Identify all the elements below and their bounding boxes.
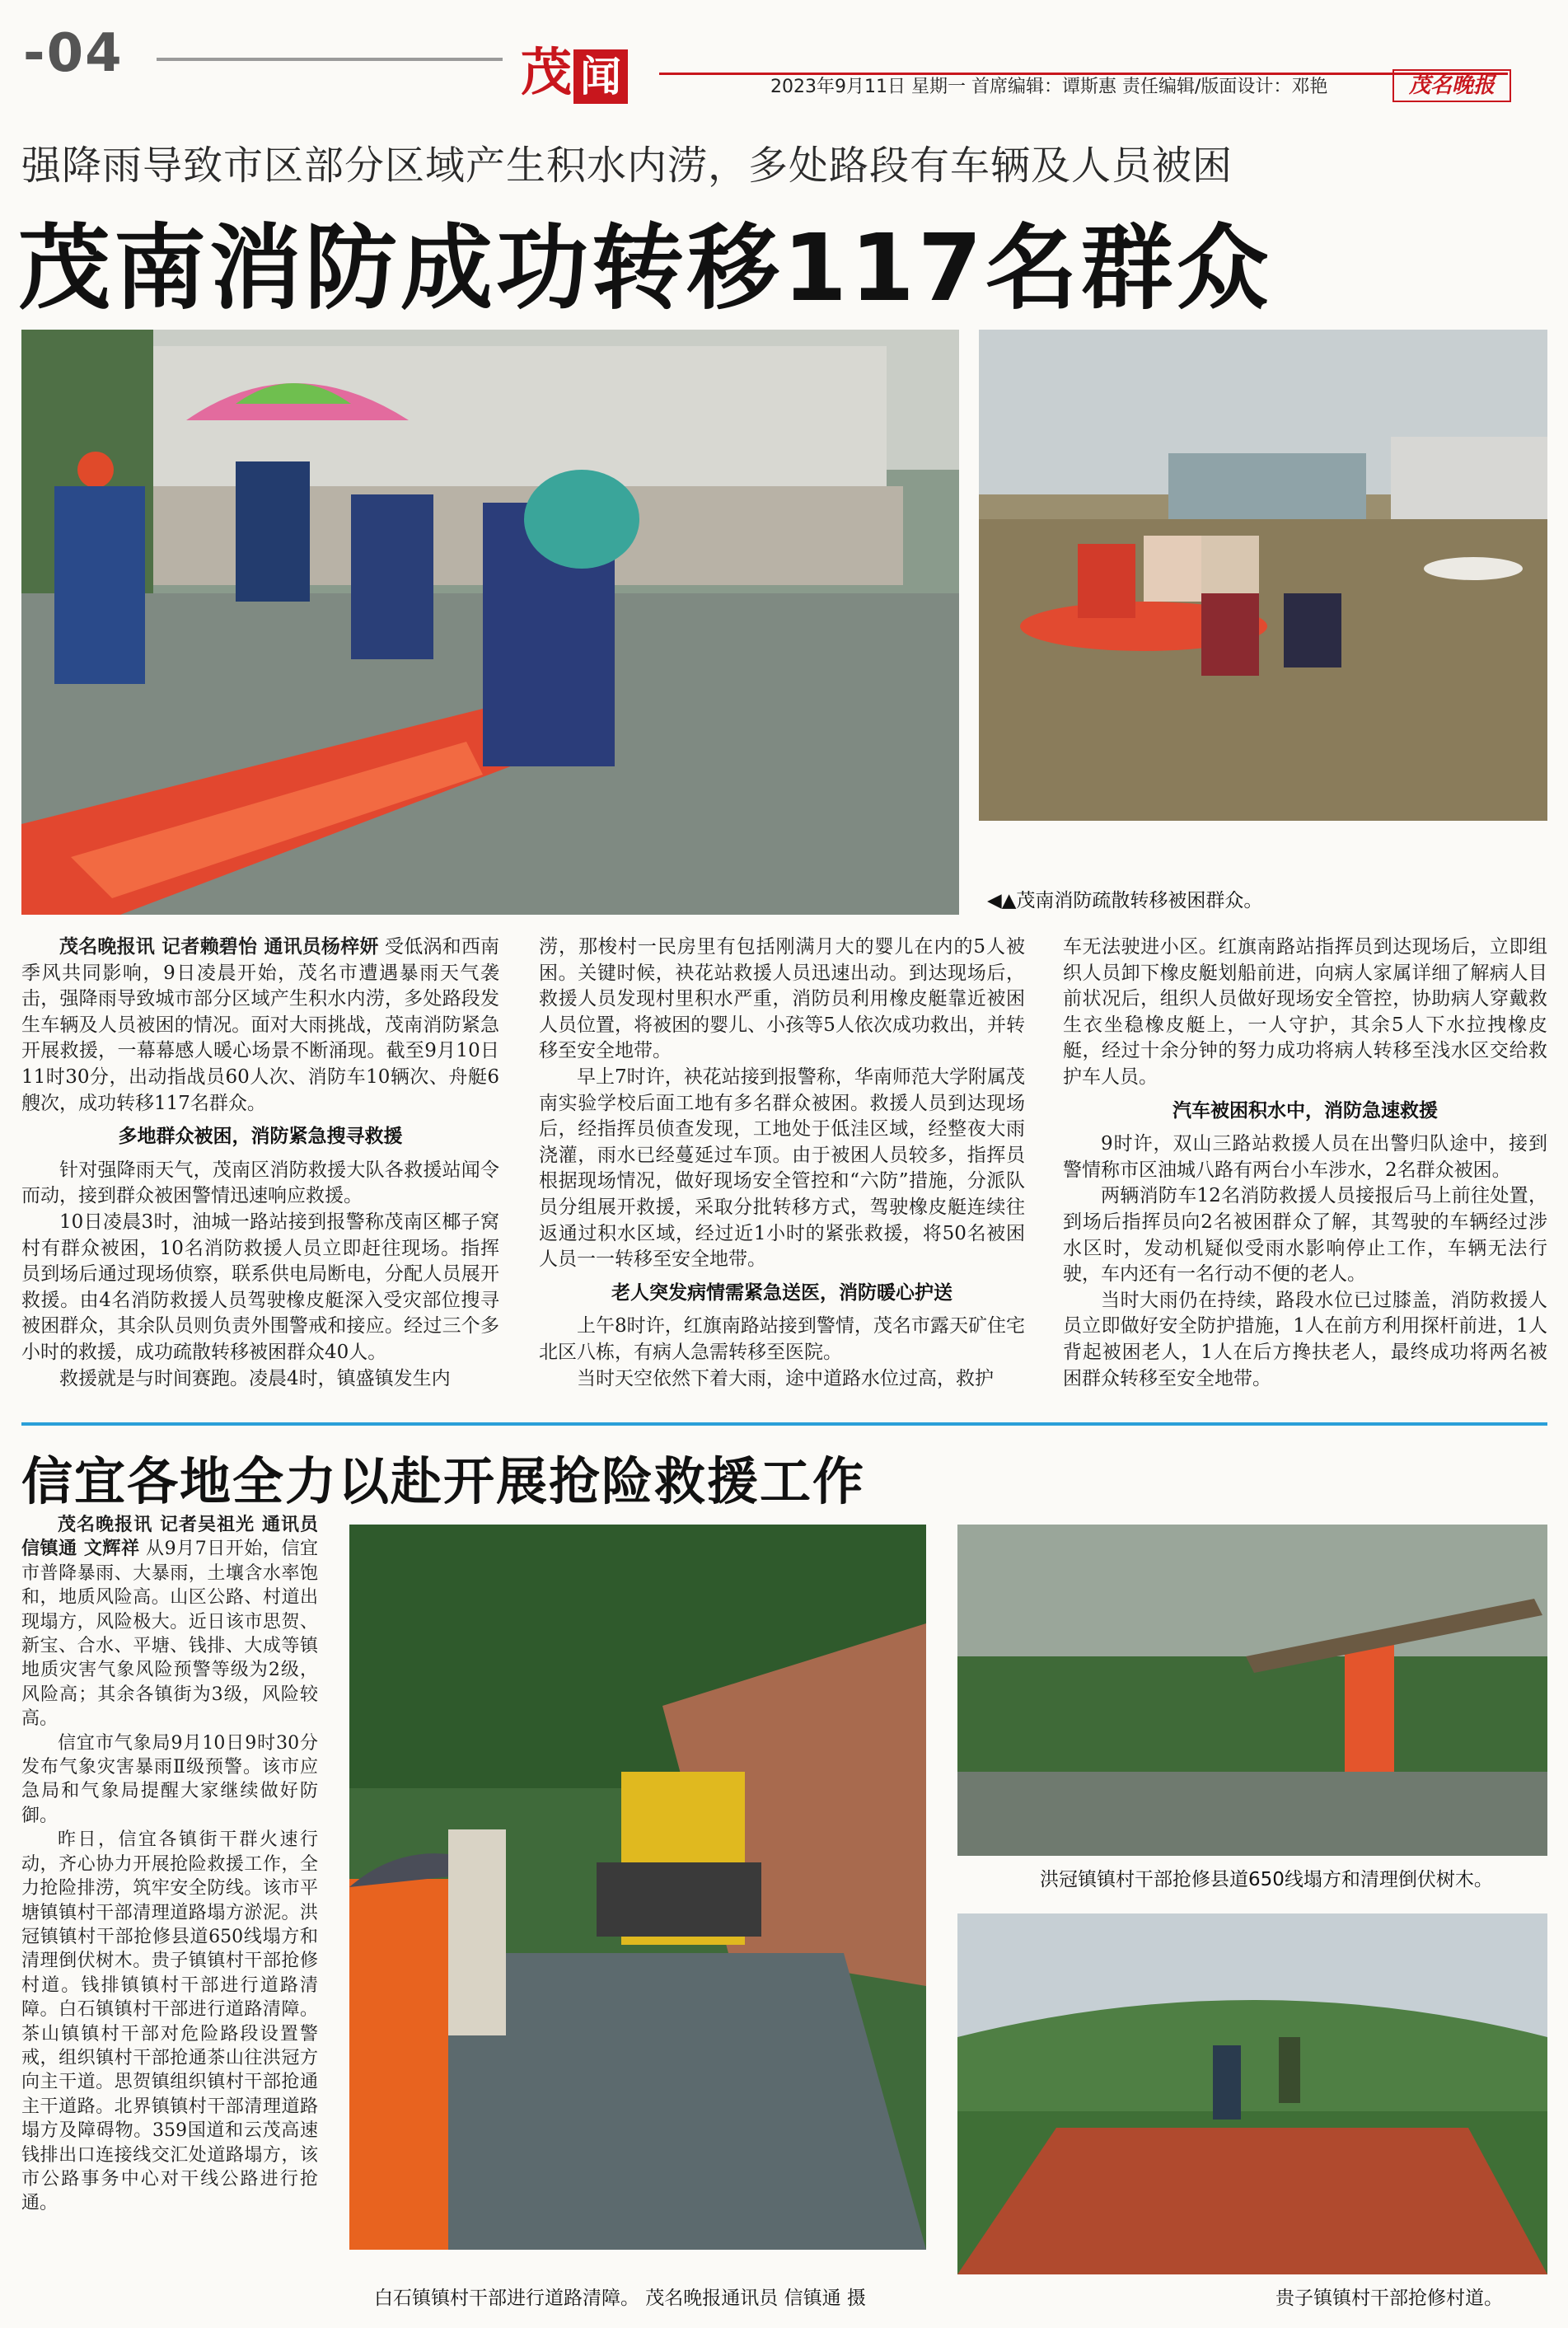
header-info-line: 2023年9月11日 星期一 首席编辑：谭斯惠 责任编辑/版面设计：邓艳	[770, 77, 1328, 97]
photo-road-clearing	[349, 1525, 926, 2250]
story1-column-2	[539, 934, 1025, 1392]
story1-col2-para2: 早上7时许，袂花站接到报警称，华南师范大学附属茂南实验学校后面工地有多名群众被困。救援人员到达现场后，经指挥员侦查发现，工地处于低洼区域，经整夜大雨浇灌，雨水已经蔓延过车顶。由于被困人员较多，指挥员根据现场情况，做好现场安全管控和“六防”措施，分派队员分组展开救援，采取分批转移方式，驾驶橡皮艇连续往返通过积水区域，经过近1小时的紧张救援，将50名被困人员一一转移至安全地带。	[539, 1066, 1025, 1271]
story1-kicker: 强降雨导致市区部分区域产生积水内涝，多处路段有车辆及人员被困	[21, 143, 1233, 189]
story2-headline: 信宜各地全力以赴开展抢险救援工作	[21, 1451, 866, 1511]
story1-subhead-3: 汽车被困积水中，消防急速救援	[1172, 1099, 1438, 1122]
photo-rescue-boat	[21, 330, 959, 915]
header-rule	[157, 58, 503, 61]
story1-col2-para1: 涝，那梭村一民房里有包括刚满月大的婴儿在内的5人被困。关键时候，袂花站救援人员迅速出动。到达现场后，救援人员发现村里积水严重，消防员利用橡皮艇靠近被困人员位置，将被困的婴儿、小孩等5人依次成功救出，并转移至安全地带。	[539, 936, 1025, 1062]
story2-para3: 昨日，信宜各镇街干群火速行动，齐心协力开展抢险救援工作，全力抢险排涝，筑牢安全防线。该市平塘镇镇村干部清理道路塌方淤泥。洪冠镇镇村干部抢修县道650线塌方和清理倒伏树木。贵子镇镇村干部抢修村道。钱排镇镇村干部进行道路清障。白石镇镇村干部进行道路清障。茶山镇镇村干部对危险路段设置警戒，组织镇村干部抢通茶山往洪冠方向主干道。思贺镇组织镇村干部抢通主干道路。北界镇镇村干部清理道路塌方及障碍物。359国道和云茂高速钱排出口连接线交汇处道路塌方，该市公路事务中心对干线公路进行抢通。	[21, 1829, 318, 2214]
story1-column-3	[1063, 934, 1547, 1392]
section-divider	[21, 1422, 1547, 1426]
story2-byline: 茂名晚报讯 记者吴祖光 通讯员信镇通 文辉祥	[21, 1515, 318, 1560]
story1-col1-para2: 针对强降雨天气，茂南区消防救援大队各救援站闻令而动，接到群众被困警情迅速响应救援。	[21, 1159, 499, 1207]
section-tag	[521, 31, 636, 102]
story2-column	[21, 1513, 318, 2216]
story1-col1-para3: 10日凌晨3时，油城一路站接到报警称茂南区椰子窝村有群众被困，10名消防救援人员立即赶往现场。指挥员到场后通过现场侦察，联系供电局断电，分配人员展开救援。由4名消防救援人员驾驶橡皮艇深入受灾部位搜寻被困群众，其余队员则负责外围警戒和接应。经过三个多小时的救援，成功疏散转移被困群众40人。	[21, 1211, 499, 1363]
story2-para2: 信宜市气象局9月10日9时30分发布气象灾害暴雨Ⅱ级预警。该市应急局和气象局提醒大家继续做好防御。	[21, 1732, 318, 1826]
caption-right-bottom: 贵子镇镇村干部抢修村道。	[1275, 2288, 1503, 2309]
story1-col3-para1: 车无法驶进小区。红旗南路站指挥员到达现场后，立即组织人员卸下橡皮艇划船前进，向病人家属详细了解病人目前状况后，组织人员做好现场安全管控，协助病人穿戴救生衣坐稳橡皮艇上，一人守护，其余5人下水拉拽橡皮艇，经过十余分钟的努力成功将病人转移至浅水区交给救护车人员。	[1063, 936, 1547, 1088]
story1-col3-para4: 当时大雨仍在持续，路段水位已过膝盖，消防救援人员立即做好安全防护措施，1人在前方利用探杆前进，1人背起被困老人，1人在后方搀扶老人，最终成功将两名被困群众转移至安全地带。	[1063, 1289, 1547, 1389]
caption-left: 白石镇镇村干部进行道路清障。 茂名晚报通讯员 信镇通 摄	[374, 2288, 866, 2309]
photo-rescue-raft	[979, 330, 1547, 821]
section-char-1: 茂	[521, 42, 573, 102]
story1-headline: 茂南消防成功转移117名群众	[18, 215, 1272, 322]
story1-subhead-1: 多地群众被困，消防紧急搜寻救援	[118, 1126, 403, 1148]
page-number: -04	[23, 23, 124, 84]
story1-photo-caption: ◀▲茂南消防疏散转移被困群众。	[987, 890, 1263, 911]
paper-logo: 茂名晚报	[1392, 69, 1511, 102]
photo-village-road	[957, 1913, 1547, 2274]
story1-subhead-2: 老人突发病情需紧急送医，消防暖心护送	[611, 1281, 953, 1304]
story2-para1: 从9月7日开始，信宜市普降暴雨、大暴雨，土壤含水率饱和，地质风险高。山区公路、村道出现塌方，风险极大。近日该市思贺、新宝、合水、平塘、钱排、大成等镇地质灾害气象风险预警等级为2级，风险高；其余各镇街为3级，风险较高。	[21, 1539, 318, 1730]
story1-col1-para1: 受低涡和西南季风共同影响，9日凌晨开始，茂名市遭遇暴雨天气袭击，强降雨导致城市部分区域产生积水内涝，多处路段发生车辆及人员被困的情况。面对大雨挑战，茂南消防紧急开展救援，一幕幕感人暖心场景不断涌现。截至9月10日11时30分，出动指战员60人次、消防车10辆次、舟艇6艘次，成功转移117名群众。	[21, 936, 500, 1114]
photo-tree-clearing	[957, 1525, 1547, 1856]
story1-col1-para4: 救援就是与时间赛跑。凌晨4时，镇盛镇发生内	[59, 1367, 451, 1389]
story1-col3-para3: 两辆消防车12名消防救援人员接报后马上前往处置，到场后指挥员向2名被困群众了解，其驾驶的车辆经过涉水区时，发动机疑似受雨水影响停止工作，车辆无法行驶，车内还有一名行动不便的老人。	[1063, 1185, 1547, 1286]
story1-col2-para4: 当时天空依然下着大雨，途中道路水位过高，救护	[577, 1367, 994, 1389]
section-char-2: 闻	[573, 49, 628, 104]
story1-col3-para2: 9时许，双山三路站救援人员在出警归队途中，接到警情称市区油城八路有两台小车涉水，2名群众被困。	[1063, 1133, 1547, 1181]
story1-column-1	[21, 934, 499, 1392]
story1-col2-para3: 上午8时许，红旗南路站接到警情，茂名市露天矿住宅北区八栋，有病人急需转移至医院。	[539, 1315, 1025, 1363]
caption-right-top: 洪冠镇镇村干部抢修县道650线塌方和清理倒伏树木。	[1040, 1869, 1493, 1890]
story1-byline: 茂名晚报讯 记者赖碧怡 通讯员杨梓妍	[59, 936, 379, 958]
